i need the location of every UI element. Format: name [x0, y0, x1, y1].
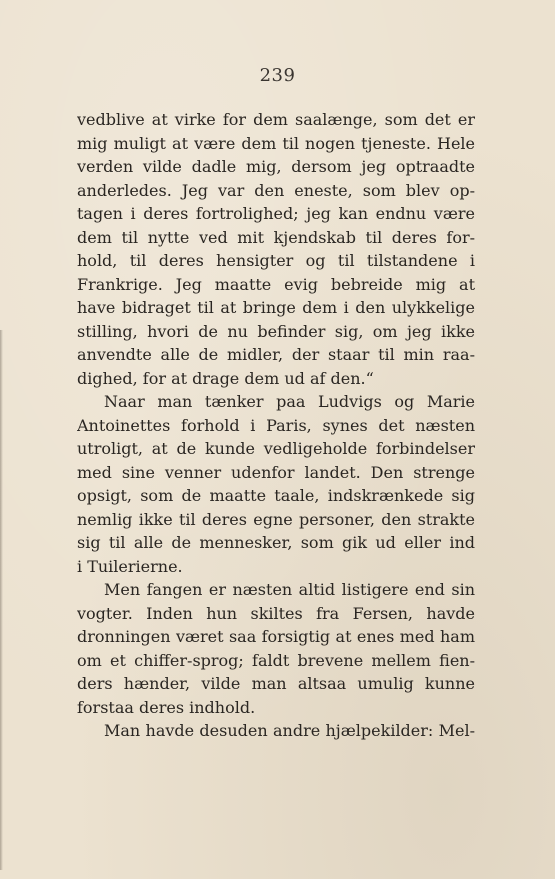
text-line: opsigt, som de maatte taale, indskrænkede sig [77, 486, 475, 505]
text-line: stilling, hvori de nu befinder sig, om jeg ikke [77, 321, 475, 341]
text-line: sig til alle de mennesker, som gik ud eller ind [77, 533, 475, 552]
text-line: forstaa deres indhold. [77, 697, 256, 717]
text-line: i Tuilerierne. [77, 556, 183, 576]
text-line: Men fangen er næsten altid listigere end sin [104, 580, 475, 599]
body-text [77, 108, 475, 743]
text-line: utroligt, at de kunde vedligeholde forbindelser [77, 439, 475, 458]
text-line: dronningen været saa forsigtig at enes med ham [77, 627, 475, 646]
text-line: Man havde desuden andre hjælpekilder: Mel- [104, 721, 475, 740]
text-line: Antoinettes forhold i Paris, synes det næsten [77, 415, 475, 435]
text-line: vogter. Inden hun skiltes fra Fersen, havde [77, 603, 475, 623]
page-number: 239 [259, 65, 296, 86]
text-line: tagen i deres fortrolighed; jeg kan endnu være [77, 204, 475, 223]
text-line: dighed, for at drage dem ud af den.“ [77, 368, 374, 388]
text-line: ders hænder, vilde man altsaa umulig kunne [77, 674, 475, 693]
text-line: mig muligt at være dem til nogen tjeneste. Hele [77, 133, 475, 153]
text-line: vedblive at virke for dem saalænge, som det er [77, 110, 475, 129]
text-line: nemlig ikke til deres egne personer, den strakte [77, 509, 475, 529]
binding-edge [0, 330, 3, 870]
text-line: dem til nytte ved mit kjendskab til deres for- [77, 227, 475, 247]
text-line: om et chiffer-sprog; faldt brevene mellem fien- [77, 650, 475, 670]
text-line: verden vilde dadle mig, dersom jeg optraadte [77, 157, 475, 176]
text-line: Naar man tænker paa Ludvigs og Marie [104, 392, 475, 411]
text-line: have bidraget til at bringe dem i den ulykkelige [77, 298, 475, 317]
text-line: med sine venner udenfor landet. Den strenge [77, 462, 475, 482]
text-line: hold, til deres hensigter og til tilstandene i [77, 251, 475, 270]
text-line: anderledes. Jeg var den eneste, som blev op- [77, 180, 475, 200]
text-line: Frankrige. Jeg maatte evig bebreide mig at [77, 274, 475, 294]
text-line: anvendte alle de midler, der staar til min raa- [77, 345, 475, 364]
